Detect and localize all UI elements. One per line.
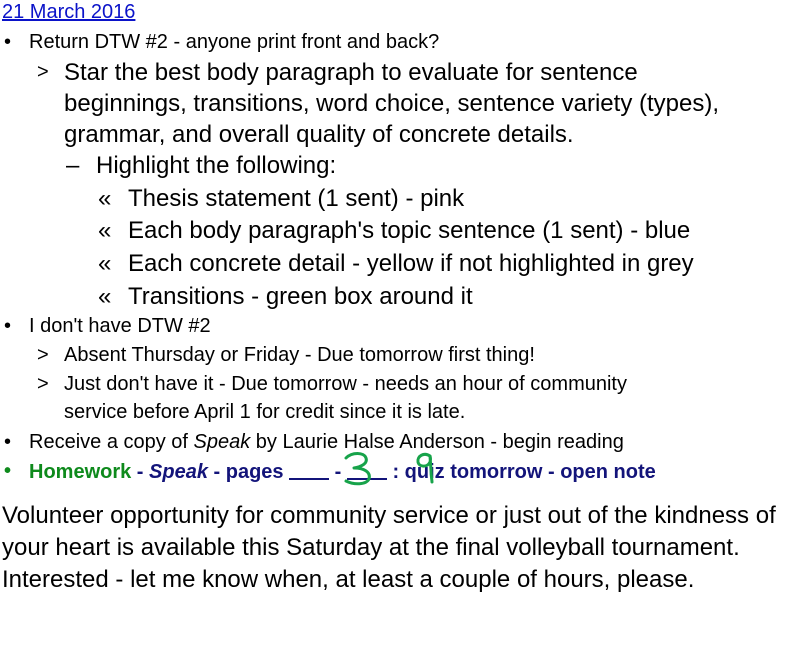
bullet-icon: • (4, 431, 12, 453)
sub-item-line: Just don't have it - Due tomorrow - needs an hour of community (64, 373, 627, 395)
handwritten-three-icon (340, 450, 380, 486)
homework-sep: - (131, 461, 150, 483)
sub-item-line: grammar, and overall quality of concrete details. (64, 121, 574, 148)
bullet-icon: • (4, 460, 12, 482)
guillemet-icon: « (98, 185, 112, 212)
guillemet-icon: « (98, 217, 112, 244)
guillemet-icon: « (98, 250, 112, 277)
homework-label: Homework (29, 461, 132, 483)
highlight-point: Thesis statement (1 sent) - pink (128, 185, 465, 212)
sub-sub-item: Highlight the following: (96, 152, 337, 179)
dash-icon: – (66, 152, 80, 179)
homework-book: Speak (149, 461, 208, 483)
homework-tail: : quiz tomorrow - open note (386, 461, 656, 483)
book-title: Speak (193, 431, 251, 453)
bullet-icon: • (4, 31, 12, 53)
sub-item-line: beginnings, transitions, word choice, sentence variety (types), (64, 90, 719, 117)
date-heading: 21 March 2016 (2, 1, 136, 23)
item-text-pre: Receive a copy of (29, 431, 194, 453)
list-item: Return DTW #2 - anyone print front and back? (29, 31, 440, 53)
sub-item-line: Star the best body paragraph to evaluate for sentence (64, 59, 638, 86)
page-start-blank (289, 460, 329, 480)
list-item (29, 431, 624, 454)
arrow-icon: > (37, 373, 49, 395)
highlight-point: Each concrete detail - yellow if not highlighted in grey (128, 250, 694, 277)
highlight-point: Each body paragraph's topic sentence (1 sent) - blue (128, 217, 691, 244)
bullet-icon: • (4, 315, 12, 337)
item-text-post: by Laurie Halse Anderson - begin reading (250, 431, 624, 453)
handwritten-nine-icon (410, 448, 446, 486)
guillemet-icon: « (98, 283, 112, 310)
arrow-icon: > (37, 61, 49, 83)
homework-pages-label: - pages (207, 461, 290, 483)
homework-dash: - (329, 461, 347, 483)
list-item: I don't have DTW #2 (29, 315, 211, 337)
highlight-point: Transitions - green box around it (128, 283, 473, 310)
sub-item-line: Absent Thursday or Friday - Due tomorrow first thing! (64, 344, 535, 366)
volunteer-paragraph: Volunteer opportunity for community service or just out of the kindness of your heart is available this Saturday at the final volleyball tournament. Interested - let me know when, at least a couple of hours, please. (2, 502, 776, 593)
arrow-icon: > (37, 344, 49, 366)
sub-item-line: service before April 1 for credit since it is late. (64, 401, 466, 423)
